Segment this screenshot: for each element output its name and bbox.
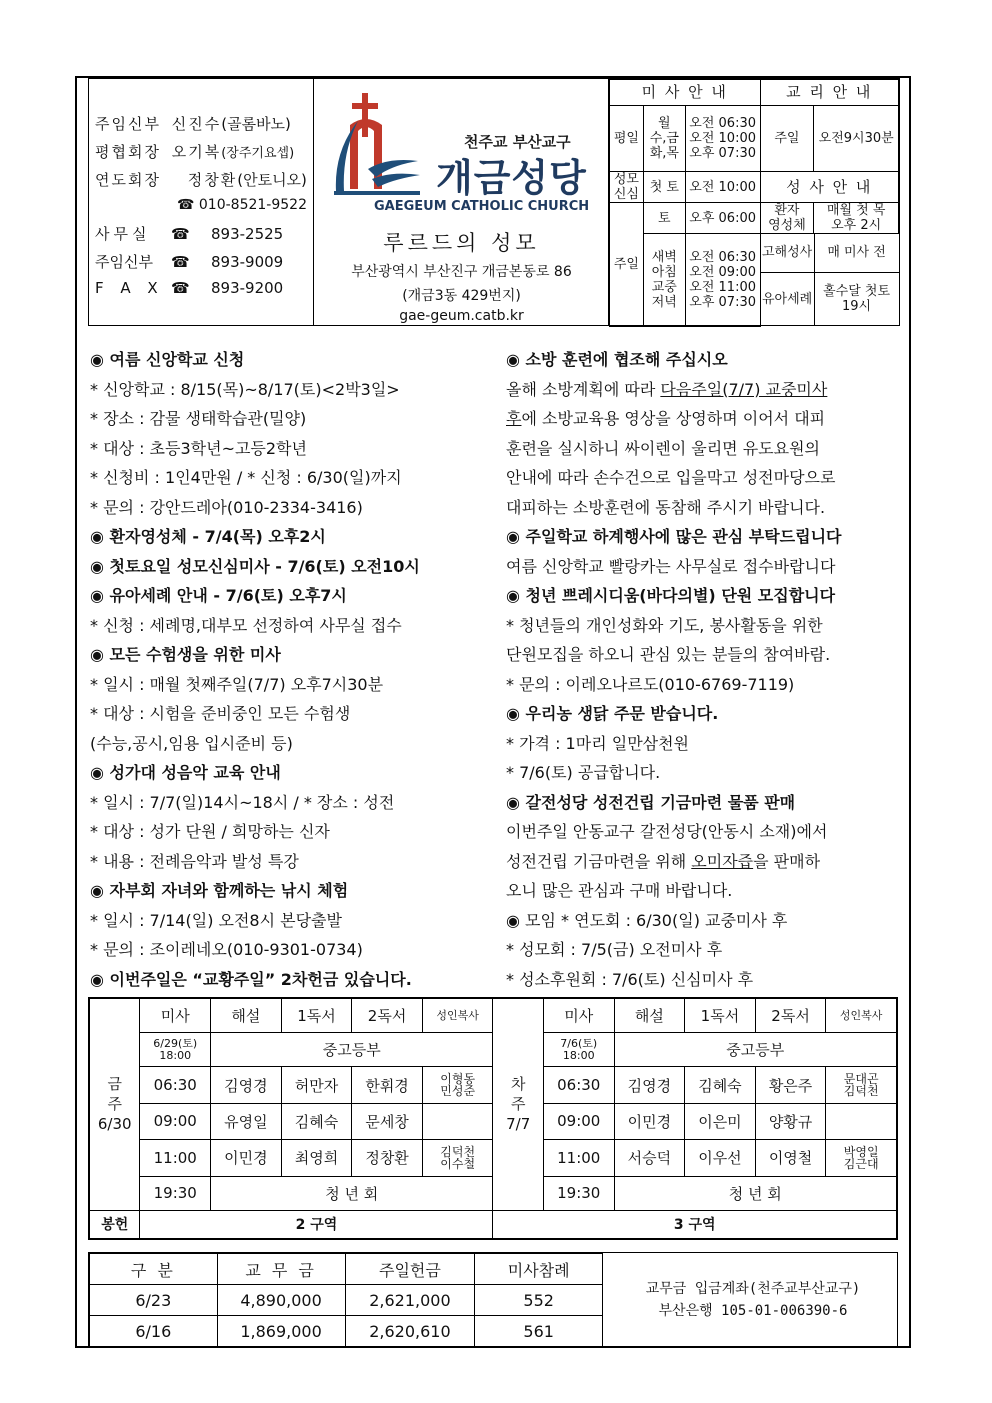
- sacrament-name-2: 유아세례: [761, 272, 815, 326]
- pastor-saint: (골롬바노): [221, 115, 291, 133]
- office-phone: 893-2525: [211, 225, 284, 243]
- mass-guide-title: 미 사 안 내: [610, 80, 761, 106]
- mass-time: 11:00: [140, 1139, 211, 1176]
- notice-line: [506, 699, 841, 729]
- notice-line: [506, 965, 841, 995]
- sat-time: 오후 06:00: [685, 203, 760, 234]
- notice-line: [506, 404, 841, 434]
- notice-heading: ◉ 이번주일은 “교황주일” 2차헌금 있습니다.: [90, 969, 412, 989]
- notice-underlined: 후: [506, 409, 522, 428]
- fin-header-attend: 미사참례: [475, 1254, 603, 1285]
- notice-heading: ◉ 청년 쁘레시디움(바다의별) 단원 모집합니다: [506, 586, 836, 605]
- eve-mass-time: 19:30: [140, 1176, 211, 1210]
- sun-name-2: 교중: [651, 279, 677, 295]
- notice-text: 단원모집을 하오니 관심 있는 분들의 참여바람.: [506, 645, 831, 664]
- header-commentary: 해설: [614, 999, 685, 1033]
- church-website[interactable]: gae-geum.catb.kr: [399, 308, 524, 324]
- notice-text: 에 소방교육용 영상을 상영하며 이어서 대피: [521, 409, 826, 428]
- notice-text: * 가격 : 1마리 일만삼천원: [506, 733, 690, 753]
- weekday-days: [643, 106, 685, 172]
- youth-role: 연도회장: [95, 171, 161, 189]
- right-announcements: [506, 345, 841, 994]
- altar-server: 박영일 김근대: [826, 1139, 897, 1176]
- firstsat-day: 첫 토: [643, 172, 685, 203]
- notice-line: [90, 729, 420, 759]
- notice-text: (수능,공시,임용 입시준비 등): [90, 733, 293, 753]
- church-address: 부산광역시 부산진구 개금본동로 86: [351, 264, 572, 280]
- notice-text: * 성소후원회 : 7/6(토) 신심미사 후: [506, 969, 754, 989]
- fin-sunday: 2,621,000: [345, 1285, 475, 1316]
- this-week-label: 금 주 6/30: [90, 999, 140, 1211]
- sun-time-1: 오전 09:00: [689, 264, 756, 280]
- reader2: 이영철: [755, 1139, 826, 1176]
- mass-time: 09:00: [543, 1104, 614, 1139]
- commentator: 서승덕: [614, 1139, 685, 1176]
- notice-text: * 7/6(토) 공급합니다.: [506, 763, 661, 782]
- pastor-name: 신진수: [171, 115, 222, 133]
- notice-heading: ◉ 성가대 성음악 교육 안내: [90, 763, 281, 782]
- notice-text: * 신청비 : 1인4만원 / * 신청 : 6/30(일)까지: [90, 468, 402, 487]
- weekday-times: [685, 106, 760, 172]
- header-reading1: 1독서: [685, 999, 756, 1033]
- notice-line: [506, 375, 841, 405]
- notice-line: [506, 522, 841, 552]
- notice-line: [90, 581, 420, 611]
- phone-icon: ☎: [171, 279, 190, 297]
- finance-section: [88, 1252, 898, 1348]
- staff-panel: [89, 79, 314, 325]
- header-reading2: 2독서: [755, 999, 826, 1033]
- fax-phone: 893-9200: [211, 279, 284, 297]
- sunday-mass-times: [685, 234, 760, 327]
- notice-text: * 신청 : 세례명,대부모 선정하여 사무실 접수: [90, 615, 402, 635]
- weekday-time-2: 오후 07:30: [689, 146, 756, 161]
- sat-mass-time: 6/29(토) 18:00: [140, 1033, 211, 1067]
- notice-line: [506, 463, 841, 493]
- account-number: 부산은행 105-01-006390-6: [658, 1302, 848, 1319]
- notice-line: [90, 670, 420, 700]
- service-tables: [609, 79, 899, 325]
- office-line: [95, 223, 283, 244]
- church-name: 개금성당: [436, 156, 587, 200]
- notice-heading: ◉ 유아세례 안내 - 7/6(토) 오후7시: [90, 586, 347, 605]
- notice-heading: ◉ 환자영성체 - 7/4(목) 오후2시: [90, 527, 326, 546]
- notice-line: [506, 345, 841, 375]
- eve-mass-time: 19:30: [543, 1176, 614, 1210]
- sat-group: 중고등부: [614, 1033, 896, 1067]
- sat-day: 토: [643, 203, 685, 234]
- mass-and-sacrament-table: [609, 79, 899, 327]
- notice-line: [506, 552, 841, 582]
- fax-line: [95, 279, 283, 297]
- notice-line: [506, 876, 841, 906]
- fin-date: 6/16: [90, 1316, 218, 1347]
- reader1: 최영희: [281, 1139, 352, 1176]
- fin-header-tithe: 교 무 금: [217, 1254, 345, 1285]
- altar-server: [826, 1104, 897, 1139]
- youth-name: 정창환: [187, 171, 238, 189]
- mass-time: 06:30: [140, 1067, 211, 1104]
- catechism-title: 교 리 안 내: [760, 80, 898, 106]
- council-role: 평협회장: [95, 143, 161, 161]
- notice-heading: ◉ 자부회 자녀와 함께하는 낚시 체험: [90, 881, 349, 900]
- pastor-phone-label: 주임신부: [95, 253, 153, 271]
- firstsat-label: 성모 신심: [610, 172, 644, 203]
- header-mass: 미사: [140, 999, 211, 1033]
- sun-time-3: 오후 07:30: [689, 294, 756, 310]
- notice-heading: ◉ 모든 수험생을 위한 미사: [90, 645, 281, 664]
- header-server: 성인복사: [826, 999, 897, 1033]
- notice-line: [90, 640, 420, 670]
- notice-text: * 대상 : 초등3학년~고등2학년: [90, 438, 307, 458]
- reader1: 김혜숙: [281, 1104, 352, 1139]
- notice-text: * 대상 : 성가 단원 / 희망하는 신자: [90, 822, 330, 841]
- sacrament-subcell: [760, 234, 898, 327]
- schedule-table: [89, 998, 897, 1239]
- youth-saint: (안토니오): [237, 171, 307, 189]
- notice-line: [90, 463, 420, 493]
- notice-text: * 청년들의 개인성화와 기도, 봉사활동을 위한: [506, 615, 823, 635]
- sunday-mass-names: [643, 234, 685, 327]
- church-address-old: (개금3동 429번지): [402, 288, 521, 304]
- altar-server: [422, 1104, 493, 1139]
- notice-text: * 문의 : 이레오나르도(010-6769-7119): [506, 674, 795, 694]
- header-reading2: 2독서: [352, 999, 423, 1033]
- altar-server: 김덕천 이수철: [422, 1139, 493, 1176]
- notice-text: 을 판매하: [753, 851, 821, 871]
- reader1: 김혜숙: [685, 1067, 756, 1104]
- notice-line: [90, 758, 420, 788]
- next-week-label: 차 주 7/7: [493, 999, 543, 1211]
- header-mass: 미사: [543, 999, 614, 1033]
- church-logo: [328, 91, 428, 201]
- notice-text: 오니 많은 관심과 구매 바랍니다.: [506, 881, 733, 900]
- notice-heading: ◉ 갈전성당 성전건립 기금마련 물품 판매: [506, 792, 796, 812]
- firstsat-time: 오전 10:00: [685, 172, 760, 203]
- fax-label: F A X: [95, 279, 164, 297]
- notice-line: [506, 434, 841, 464]
- notice-line: [506, 581, 841, 611]
- fin-sunday: 2,620,610: [345, 1316, 475, 1347]
- fin-header-sunday: 주일헌금: [345, 1254, 475, 1285]
- notice-text: * 문의 : 강안드레아(010-2334-3416): [90, 497, 363, 517]
- header-server: 성인복사: [422, 999, 493, 1033]
- weekday-label: 평일: [610, 106, 644, 172]
- notice-line: [90, 788, 420, 818]
- header-commentary: 해설: [211, 999, 282, 1033]
- weekday-time-0: 오전 06:30: [689, 116, 756, 131]
- weekday-day-2: 화,목: [649, 146, 679, 161]
- notice-text: 올해 소방계획에 따라: [506, 379, 661, 399]
- altar-server: 문대곤 김덕천: [826, 1067, 897, 1104]
- notice-line: [90, 876, 420, 906]
- left-announcements: [90, 345, 420, 994]
- fin-date: 6/23: [90, 1285, 218, 1316]
- reader1: 이은미: [685, 1104, 756, 1139]
- sacrament-name-1: 고해성사: [761, 234, 815, 272]
- sacrament-subtable: [761, 234, 899, 326]
- notice-line: [506, 493, 841, 523]
- offering-next-week: 3 구역: [493, 1210, 897, 1238]
- eve-group: 청 년 회: [211, 1176, 493, 1210]
- sat-mass-time: 7/6(토) 18:00: [543, 1033, 614, 1067]
- notice-heading: ◉ 첫토요일 성모신심미사 - 7/6(토) 오전10시: [90, 556, 420, 576]
- offering-label: 봉헌: [90, 1210, 140, 1238]
- notice-line: [90, 404, 420, 434]
- weekday-time-1: 오전 10:00: [689, 131, 756, 146]
- notice-text: ◉ 모임 * 연도회 : 6/30(일) 교중미사 후: [506, 910, 788, 930]
- account-title: 교무금 입금계좌(천주교부산교구): [645, 1280, 861, 1297]
- notice-line: [506, 847, 841, 877]
- sun-name-0: 새벽: [651, 249, 677, 265]
- notice-line: [90, 699, 420, 729]
- catechism-time: 오전9시30분: [814, 106, 899, 172]
- notice-text: * 일시 : 매월 첫째주일(7/7) 오후7시30분: [90, 674, 384, 694]
- notice-line: [90, 965, 420, 995]
- altar-server: 이형동 민성준: [422, 1067, 493, 1104]
- youth-line: [95, 169, 307, 190]
- notice-text: 여름 신앙학교 빨랑카는 사무실로 접수바랍니다: [506, 556, 836, 576]
- notice-underlined: 오미자즙: [691, 851, 754, 871]
- notice-heading: ◉ 여름 신앙학교 신청: [90, 350, 245, 369]
- table-row: [90, 1316, 603, 1347]
- notice-line: [506, 640, 841, 670]
- notice-text: * 문의 : 조이레네오(010-9301-0734): [90, 940, 363, 959]
- notice-text: 훈련을 실시하니 싸이렌이 울리면 유도요원의: [506, 438, 821, 458]
- commentator: 김영경: [614, 1067, 685, 1104]
- notice-line: [90, 817, 420, 847]
- sun-time-2: 오전 11:00: [689, 279, 756, 295]
- notice-text: * 성모회 : 7/5(금) 오전미사 후: [506, 940, 723, 959]
- phone-icon: ☎: [171, 225, 190, 243]
- notice-line: [90, 906, 420, 936]
- notice-text: 안내에 따라 손수건으로 입을막고 성전마당으로: [506, 468, 836, 487]
- sunday-label: 주일: [610, 203, 644, 327]
- phone-icon: ☎: [171, 253, 190, 271]
- sacrament-time-1: 매 미사 전: [814, 234, 898, 272]
- notice-line: [506, 611, 841, 641]
- notice-line: [90, 611, 420, 641]
- council-saint: (장주기요셉): [221, 146, 295, 161]
- pastor-phone-line: [95, 251, 283, 272]
- commentator: 김영경: [211, 1067, 282, 1104]
- commentator: 이민경: [614, 1104, 685, 1139]
- sacrament-time-2: 홀수달 첫토 19시: [814, 272, 898, 326]
- fin-attend: 552: [475, 1285, 603, 1316]
- reader1: 이우선: [685, 1139, 756, 1176]
- church-name-en: GAEGEUM CATHOLIC CHURCH: [374, 199, 590, 214]
- notice-text: * 신앙학교 : 8/15(목)~8/17(토)<2박3일>: [90, 379, 400, 399]
- notice-text: * 대상 : 시험을 준비중인 모든 수험생: [90, 704, 351, 723]
- weekday-day-1: 수,금: [649, 131, 679, 146]
- header: [88, 78, 900, 326]
- pastor-line: [95, 113, 291, 134]
- offering-this-week: 2 구역: [140, 1210, 493, 1238]
- sun-name-1: 아침: [651, 264, 677, 280]
- bank-account-info: [609, 1253, 897, 1346]
- fin-header-period: 구 분: [90, 1254, 218, 1285]
- mass-time: 09:00: [140, 1104, 211, 1139]
- sacrament-title: 성 사 안 내: [760, 172, 898, 203]
- patron-name: 루르드의 성모: [383, 231, 540, 255]
- fin-tithe: 4,890,000: [217, 1285, 345, 1316]
- sacrament-name-0: 환자 영성체: [760, 203, 814, 234]
- pastor-role: 주임신부: [95, 115, 161, 133]
- office-label: 사무실: [95, 225, 151, 243]
- reader2: 문세창: [352, 1104, 423, 1139]
- commentator: 이민경: [211, 1139, 282, 1176]
- fin-attend: 561: [475, 1316, 603, 1347]
- notice-text: * 일시 : 7/7(일)14시~18시 / * 장소 : 성전: [90, 792, 395, 812]
- notice-heading: ◉ 소방 훈련에 협조해 주십시오: [506, 350, 728, 369]
- notice-line: [90, 434, 420, 464]
- sun-name-3: 저녁: [651, 294, 677, 310]
- fin-tithe: 1,869,000: [217, 1316, 345, 1347]
- diocese-name: 천주교 부산교구: [464, 133, 571, 151]
- notice-line: [506, 935, 841, 965]
- notice-text: * 장소 : 감물 생태학습관(밀양): [90, 409, 307, 428]
- catechism-day: 주일: [760, 106, 814, 172]
- notice-line: [506, 906, 841, 936]
- notice-line: [506, 729, 841, 759]
- reader1: 허만자: [281, 1067, 352, 1104]
- reader2: 양황규: [755, 1104, 826, 1139]
- council-line: [95, 141, 294, 162]
- mass-time: 06:30: [543, 1067, 614, 1104]
- mass-time: 11:00: [543, 1139, 614, 1176]
- eve-group: 청 년 회: [614, 1176, 896, 1210]
- notice-text: * 일시 : 7/14(일) 오전8시 본당출발: [90, 910, 342, 930]
- council-name: 오기복: [171, 143, 222, 161]
- liturgy-schedule: [88, 997, 898, 1240]
- notice-text: 이번주일 안동교구 갈전성당(안동시 소재)에서: [506, 822, 828, 841]
- commentator: 유영일: [211, 1104, 282, 1139]
- sat-group: 중고등부: [211, 1033, 493, 1067]
- notice-line: [506, 788, 841, 818]
- reader2: 한휘경: [352, 1067, 423, 1104]
- notice-line: [506, 817, 841, 847]
- notice-line: [90, 493, 420, 523]
- weekday-day-0: 월: [658, 116, 671, 131]
- notice-line: [506, 758, 841, 788]
- notice-line: [506, 670, 841, 700]
- notice-heading: ◉ 주일학교 하계행사에 많은 관심 부탁드립니다: [506, 527, 842, 546]
- sacrament-time-0: 매월 첫 목 오후 2시: [814, 203, 899, 234]
- sun-time-0: 오전 06:30: [689, 249, 756, 265]
- finance-table: [89, 1253, 603, 1347]
- church-info: [314, 79, 609, 325]
- notice-line: [90, 375, 420, 405]
- pastor-phone: 893-9009: [211, 253, 284, 271]
- reader2: 정창환: [352, 1139, 423, 1176]
- reader2: 황은주: [755, 1067, 826, 1104]
- notice-line: [90, 935, 420, 965]
- notice-line: [90, 345, 420, 375]
- notice-heading: ◉ 우리농 생닭 주문 받습니다.: [506, 704, 719, 723]
- notice-line: [90, 847, 420, 877]
- table-row: [90, 1285, 603, 1316]
- notice-line: [90, 552, 420, 582]
- notice-text: * 내용 : 전례음악과 발성 특강: [90, 851, 299, 871]
- notice-text: 대피하는 소방훈련에 동참해 주시기 바랍니다.: [506, 497, 826, 517]
- notice-text: 성전건립 기금마련을 위해: [506, 851, 692, 871]
- mobile-phone: ☎ 010-8521-9522: [177, 197, 307, 213]
- notice-underlined: 다음주일(7/7) 교중미사: [660, 379, 828, 399]
- header-reading1: 1독서: [281, 999, 352, 1033]
- notice-line: [90, 522, 420, 552]
